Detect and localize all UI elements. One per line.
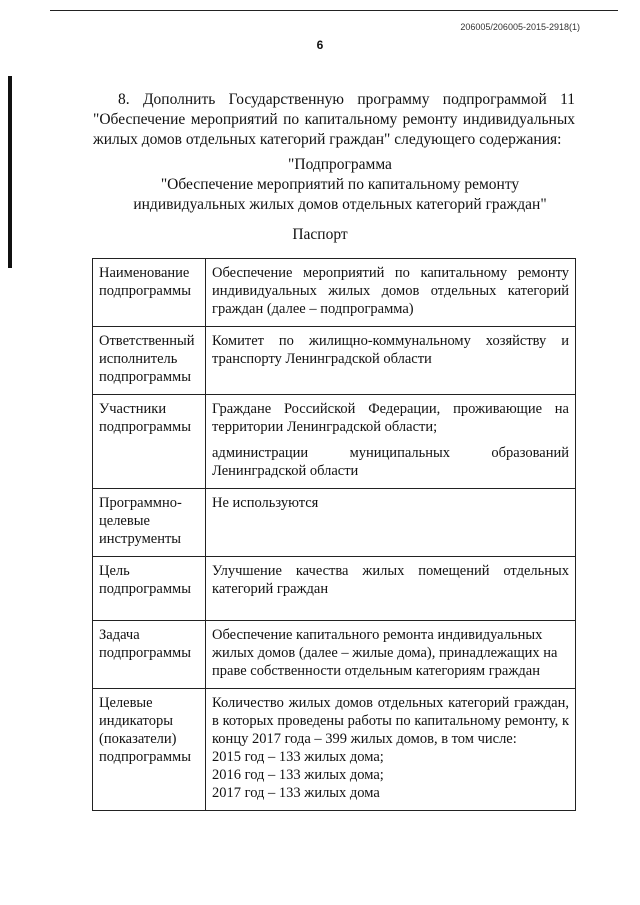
value-text: Обеспечение капитального ремонта индивидуальных жилых домов (далее – жилые дома), принадлежащих на праве собственности отдельным категориям граждан [212,627,558,679]
value-text: администрации муниципальных образований Ленинградской области [212,445,569,479]
table-row [93,689,576,811]
table-row [93,395,576,489]
row-label: Ответственный исполнитель подпрограммы [93,327,206,395]
row-label: Целевые индикаторы (показатели) подпрограммы [93,689,206,811]
row-label: Задача подпрограммы [93,621,206,689]
heading-line-1: "Подпрограмма [288,156,392,173]
value-text: Улучшение качества жилых помещений отдельных категорий граждан [212,563,569,597]
table-row [93,557,576,621]
row-value [206,489,576,557]
intro-paragraph: 8. Дополнить Государственную программу подпрограммой 11 "Обеспечение мероприятий по капитальному ремонту индивидуальных жилых домов отдельных категорий граждан" следующего содержания: [93,91,575,148]
value-text: 2017 год – 133 жилых дома [212,785,380,801]
row-value [206,621,576,689]
table-row [93,327,576,395]
top-rule [50,10,618,11]
row-value [206,327,576,395]
row-value [206,395,576,489]
subprogram-heading [80,155,600,215]
row-value [206,557,576,621]
value-text: Количество жилых домов отдельных категорий граждан, в которых проведены работы по капитальному ремонту, к концу 2017 года – 399 жилых домов, в том числе: [212,695,569,747]
row-value [206,259,576,327]
table-row [93,489,576,557]
heading-line-2: "Обеспечение мероприятий по капитальному ремонту [160,176,520,193]
row-label: Программно-целевые инструменты [93,489,206,557]
value-text: Не используются [212,495,319,511]
row-label: Наименование подпрограммы [93,259,206,327]
value-text: Граждане Российской Федерации, проживающие на территории Ленинградской области; [212,401,569,435]
row-value [206,689,576,811]
value-text: 2016 год – 133 жилых дома; [212,767,384,783]
passport-title: Паспорт [292,226,348,243]
table-row [93,621,576,689]
table-row [93,259,576,327]
passport-table [92,258,576,811]
page-number: 6 [316,38,324,52]
value-text: Обеспечение мероприятий по капитальному ремонту индивидуальных жилых домов отдельных категорий граждан (далее – подпрограмма) [212,265,569,317]
heading-line-3: индивидуальных жилых домов отдельных категорий граждан" [133,196,547,213]
value-text: 2015 год – 133 жилых дома; [212,749,384,765]
row-label: Участники подпрограммы [93,395,206,489]
document-number: 206005/206005-2015-2918(1) [460,22,580,32]
row-label: Цель подпрограммы [93,557,206,621]
value-text: Комитет по жилищно-коммунальному хозяйству и транспорту Ленинградской области [212,333,569,367]
